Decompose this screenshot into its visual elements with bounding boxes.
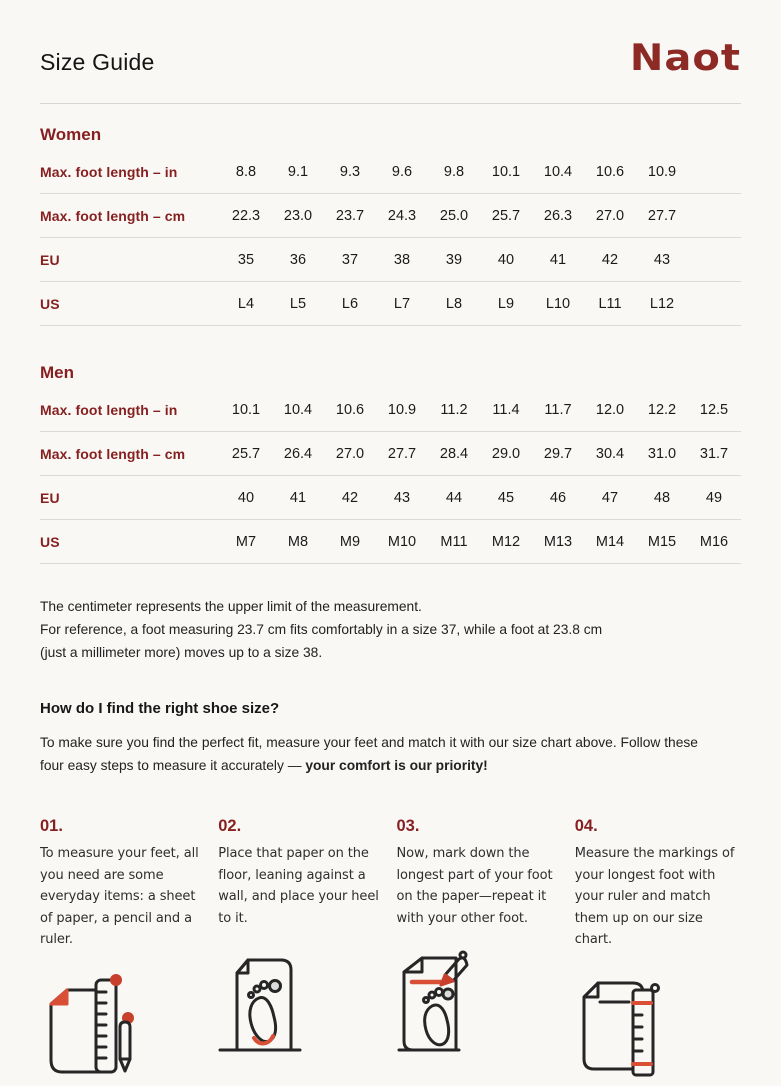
size-value: 11.4 (492, 401, 520, 418)
note-line: For reference, a foot measuring 23.7 cm fits comfortably in a size 37, while a foot at 23.8 cm (40, 622, 603, 637)
size-value: 9.6 (391, 163, 413, 180)
size-value: M7 (235, 533, 257, 550)
size-value: M11 (440, 533, 468, 550)
size-value: L10 (545, 295, 571, 312)
size-value: 26.3 (543, 207, 573, 224)
size-value: M8 (287, 533, 309, 550)
size-value: 23.7 (335, 207, 365, 224)
size-value: 9.1 (287, 163, 309, 180)
size-value: 10.9 (387, 401, 417, 418)
size-value: L5 (289, 295, 307, 312)
howto-intro-bold: your comfort is our priority! (305, 758, 488, 773)
note-line: The centimeter represents the upper limit of the measurement. (40, 599, 422, 614)
size-value: 48 (653, 489, 671, 506)
size-value: L9 (497, 295, 515, 312)
size-value: 23.0 (283, 207, 313, 224)
size-value: 10.1 (231, 401, 261, 418)
size-value: 12.5 (699, 401, 729, 418)
women-size-table (40, 150, 741, 326)
size-value: 10.4 (543, 163, 573, 180)
table-row (40, 388, 741, 432)
row-label: Max. foot length – in (40, 163, 178, 180)
size-value: 35 (237, 251, 255, 268)
size-value: M9 (339, 533, 361, 550)
size-value: M13 (543, 533, 573, 550)
howto-heading: How do I find the right shoe size? (40, 700, 280, 717)
header-divider (40, 103, 741, 104)
size-value: 24.3 (387, 207, 417, 224)
section-title-women: Women (40, 125, 102, 144)
size-value: 31.0 (647, 445, 677, 462)
size-value: 41 (289, 489, 307, 506)
step-text: Now, mark down the longest part of your foot on the paper—repeat it with your other foot. (396, 846, 553, 926)
paper-ruler-measure-icon (575, 971, 741, 1077)
size-value: 43 (393, 489, 411, 506)
size-value: 8.8 (235, 163, 257, 180)
size-value: 10.1 (491, 163, 521, 180)
paper-footprint-pencil-mark-icon (397, 949, 563, 1055)
size-value: 10.4 (283, 401, 313, 418)
size-value: 10.6 (595, 163, 625, 180)
page-title: Size Guide (40, 49, 155, 75)
measuring-steps (40, 817, 741, 1077)
size-value: M12 (491, 533, 521, 550)
size-value: 27.7 (387, 445, 417, 462)
size-value: 44 (445, 489, 463, 506)
row-values (220, 296, 688, 312)
size-value: 46 (549, 489, 567, 506)
size-value: 36 (289, 251, 307, 268)
size-value: 11.7 (544, 401, 572, 418)
step-text: Place that paper on the floor, leaning against a wall, and place your heel to it. (218, 846, 379, 926)
table-row (40, 194, 741, 238)
table-row (40, 520, 741, 564)
paper-ruler-pencil-icon (40, 971, 206, 1077)
size-value: 40 (237, 489, 255, 506)
size-value: 42 (341, 489, 359, 506)
size-value: 27.0 (335, 445, 365, 462)
row-values (220, 446, 740, 462)
size-value: 26.4 (283, 445, 313, 462)
row-label: US (40, 533, 60, 550)
size-value: 29.0 (491, 445, 521, 462)
table-row (40, 476, 741, 520)
row-values (220, 252, 688, 268)
header (40, 0, 741, 80)
size-value: M15 (647, 533, 677, 550)
table-row (40, 282, 741, 326)
measurement-notes (40, 595, 741, 664)
size-value: 43 (653, 251, 671, 268)
step-3 (397, 817, 563, 1077)
naot-logo: Naot (629, 36, 741, 80)
row-label: US (40, 295, 60, 312)
size-value: L11 (598, 295, 622, 312)
size-value: 25.0 (439, 207, 469, 224)
row-values (220, 490, 740, 506)
size-value: 30.4 (595, 445, 625, 462)
size-value: 27.0 (595, 207, 625, 224)
size-value: 12.0 (595, 401, 625, 418)
size-value: 41 (549, 251, 567, 268)
size-value: L8 (445, 295, 463, 312)
row-label: Max. foot length – cm (40, 207, 186, 224)
size-value: M10 (387, 533, 417, 550)
row-values (220, 534, 740, 550)
step-1 (40, 817, 206, 1077)
size-value: 9.8 (443, 163, 465, 180)
step-number: 03. (396, 817, 420, 835)
size-value: 45 (497, 489, 515, 506)
size-value: M16 (699, 533, 729, 550)
row-label: Max. foot length – in (40, 401, 178, 418)
size-value: 49 (705, 489, 723, 506)
size-value: L6 (341, 295, 359, 312)
row-label: EU (40, 251, 60, 268)
step-text: Measure the markings of your longest foot with your ruler and match them up on our size chart. (574, 846, 735, 947)
paper-footprint-heel-icon (218, 949, 384, 1055)
step-number: 01. (40, 817, 63, 835)
row-values (220, 208, 688, 224)
size-value: 27.7 (647, 207, 677, 224)
size-value: 25.7 (231, 445, 261, 462)
size-value: 38 (393, 251, 411, 268)
howto-intro (40, 731, 712, 777)
size-value: L4 (237, 295, 255, 312)
size-value: 47 (601, 489, 619, 506)
note-line: (just a millimeter more) moves up to a size 38. (40, 645, 323, 660)
size-value: 28.4 (439, 445, 469, 462)
step-4 (575, 817, 741, 1077)
step-2 (218, 817, 384, 1077)
row-values (220, 164, 688, 180)
size-value: L7 (393, 295, 411, 312)
size-value: 10.6 (335, 401, 365, 418)
table-row (40, 432, 741, 476)
size-value: 12.2 (647, 401, 677, 418)
size-value: 9.3 (339, 163, 361, 180)
table-row (40, 150, 741, 194)
section-title-men: Men (40, 363, 74, 382)
howto-intro-regular: To make sure you find the perfect fit, measure your feet and match it with our size chart above. Follow these four easy steps to measure it accurately — (40, 735, 698, 773)
size-value: 25.7 (491, 207, 521, 224)
size-value: 37 (341, 251, 359, 268)
size-value: 11.2 (440, 401, 468, 418)
size-value: M14 (595, 533, 625, 550)
size-value: L12 (649, 295, 675, 312)
size-value: 29.7 (543, 445, 573, 462)
size-value: 40 (497, 251, 515, 268)
row-values (220, 402, 740, 418)
size-value: 42 (601, 251, 619, 268)
step-text: To measure your feet, all you need are some everyday items: a sheet of paper, a pencil and a ruler. (40, 846, 199, 947)
size-value: 31.7 (699, 445, 729, 462)
size-value: 39 (445, 251, 463, 268)
row-label: Max. foot length – cm (40, 445, 186, 462)
row-label: EU (40, 489, 60, 506)
men-size-table (40, 388, 741, 564)
step-number: 02. (218, 817, 242, 835)
size-value: 22.3 (231, 207, 261, 224)
table-row (40, 238, 741, 282)
step-number: 04. (574, 817, 598, 835)
size-value: 10.9 (647, 163, 677, 180)
